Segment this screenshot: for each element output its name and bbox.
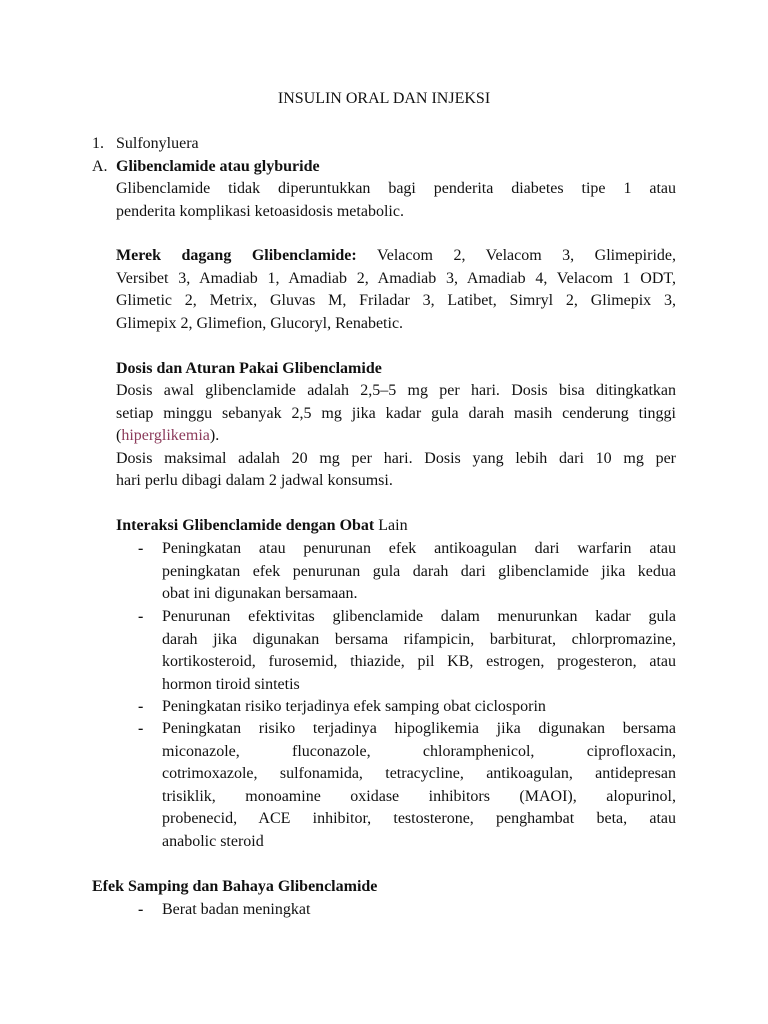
subsection-heading: Glibenclamide atau glyburide	[116, 158, 320, 175]
interaction-heading	[116, 515, 676, 538]
list-item	[162, 538, 676, 606]
page-title: INSULIN ORAL DAN INJEKSI	[277, 90, 491, 107]
text-line: Peningkatan atau penurunan efek antikoagulan dari warfarin atau	[162, 540, 676, 557]
bullet-dash: -	[138, 901, 144, 918]
text-line: Peningkatan risiko terjadinya hipoglikemia jika digunakan bersama	[162, 720, 676, 737]
paren-open: (	[116, 427, 122, 445]
text-line: Dosis maksimal adalah 20 mg per hari. Dosis yang lebih dari 10 mg per	[116, 449, 676, 467]
text-line: Penurunan efektivitas glibenclamide dalam menurunkan kadar gula	[162, 608, 676, 625]
interaction-heading-bold: Interaksi Glibenclamide dengan Obat	[116, 517, 375, 534]
paren-close: ).	[209, 427, 220, 445]
bullet-dash: -	[138, 720, 144, 737]
text-line	[116, 245, 676, 268]
bullet-dash: -	[138, 540, 144, 557]
hiperglikemia-link[interactable]: hiperglikemia	[121, 427, 210, 445]
section-title: Sulfonyluera	[116, 135, 199, 152]
brands-paragraph	[116, 245, 676, 335]
side-effects-heading: Efek Samping dan Bahaya Glibenclamide	[92, 878, 378, 895]
text-line: hari perlu dibagi dalam 2 jadwal konsumsi.	[116, 472, 393, 490]
bullet-dash: -	[138, 608, 144, 625]
brands-text: Velacom 2, Velacom 3, Glimepiride,	[376, 247, 676, 264]
text-line: darah jika digunakan bersama rifampicin, barbiturat, chlorpromazine,	[162, 630, 676, 648]
text-line: kortikosteroid, furosemid, thiazide, pil KB, estrogen, progesteron, atau	[162, 653, 676, 671]
list-item	[162, 718, 676, 854]
text-line: peningkatan efek penurunan gula darah dari glibenclamide jika kedua	[162, 562, 676, 580]
text-line: hormon tiroid sintetis	[162, 675, 300, 693]
text-line: trisiklik, monoamine oxidase inhibitors (MAOI), alopurinol,	[162, 787, 676, 805]
list-item: Berat badan meningkat	[162, 901, 311, 918]
text-line: setiap minggu sebanyak 2,5 mg jika kadar gula darah masih cenderung tinggi	[116, 404, 676, 422]
brands-label: Merek dagang Glibenclamide:	[116, 247, 357, 264]
text-line: Glibenclamide tidak diperuntukkan bagi penderita diabetes tipe 1 atau	[116, 180, 676, 197]
dosage-paragraph	[116, 380, 676, 493]
text-line: penderita komplikasi ketoasidosis metabolic.	[116, 202, 404, 220]
list-item	[162, 606, 676, 696]
text-line: probenecid, ACE inhibitor, testosterone, penghambat beta, atau	[162, 810, 676, 828]
list-number: 1.	[92, 135, 104, 152]
text-line: Peningkatan risiko terjadinya efek samping obat ciclosporin	[162, 698, 546, 715]
text-line: Glimetic 2, Metrix, Gluvas M, Friladar 3, Latibet, Simryl 2, Glimepix 3,	[116, 292, 676, 310]
text-line: Versibet 3, Amadiab 1, Amadiab 2, Amadiab 3, Amadiab 4, Velacom 1 ODT,	[116, 269, 676, 287]
interaction-heading-rest: Lain	[374, 517, 408, 534]
text-line: anabolic steroid	[162, 832, 264, 850]
dosage-heading: Dosis dan Aturan Pakai Glibenclamide	[116, 360, 382, 377]
bullet-dash: -	[138, 698, 144, 715]
text-line: miconazole, fluconazole, chloramphenicol, ciprofloxacin,	[162, 742, 676, 760]
text-line: Dosis awal glibenclamide adalah 2,5–5 mg per hari. Dosis bisa ditingkatkan	[116, 382, 676, 399]
text-line: obat ini digunakan bersamaan.	[162, 585, 358, 603]
text-line: cotrimoxazole, sulfonamida, tetracycline, antikoagulan, antidepresan	[162, 765, 676, 783]
text-line: Glimepix 2, Glimefion, Glucoryl, Renabetic.	[116, 314, 404, 332]
list-letter: A.	[92, 158, 108, 175]
text-line	[116, 425, 676, 448]
list-item	[162, 696, 676, 719]
intro-paragraph	[116, 178, 676, 223]
